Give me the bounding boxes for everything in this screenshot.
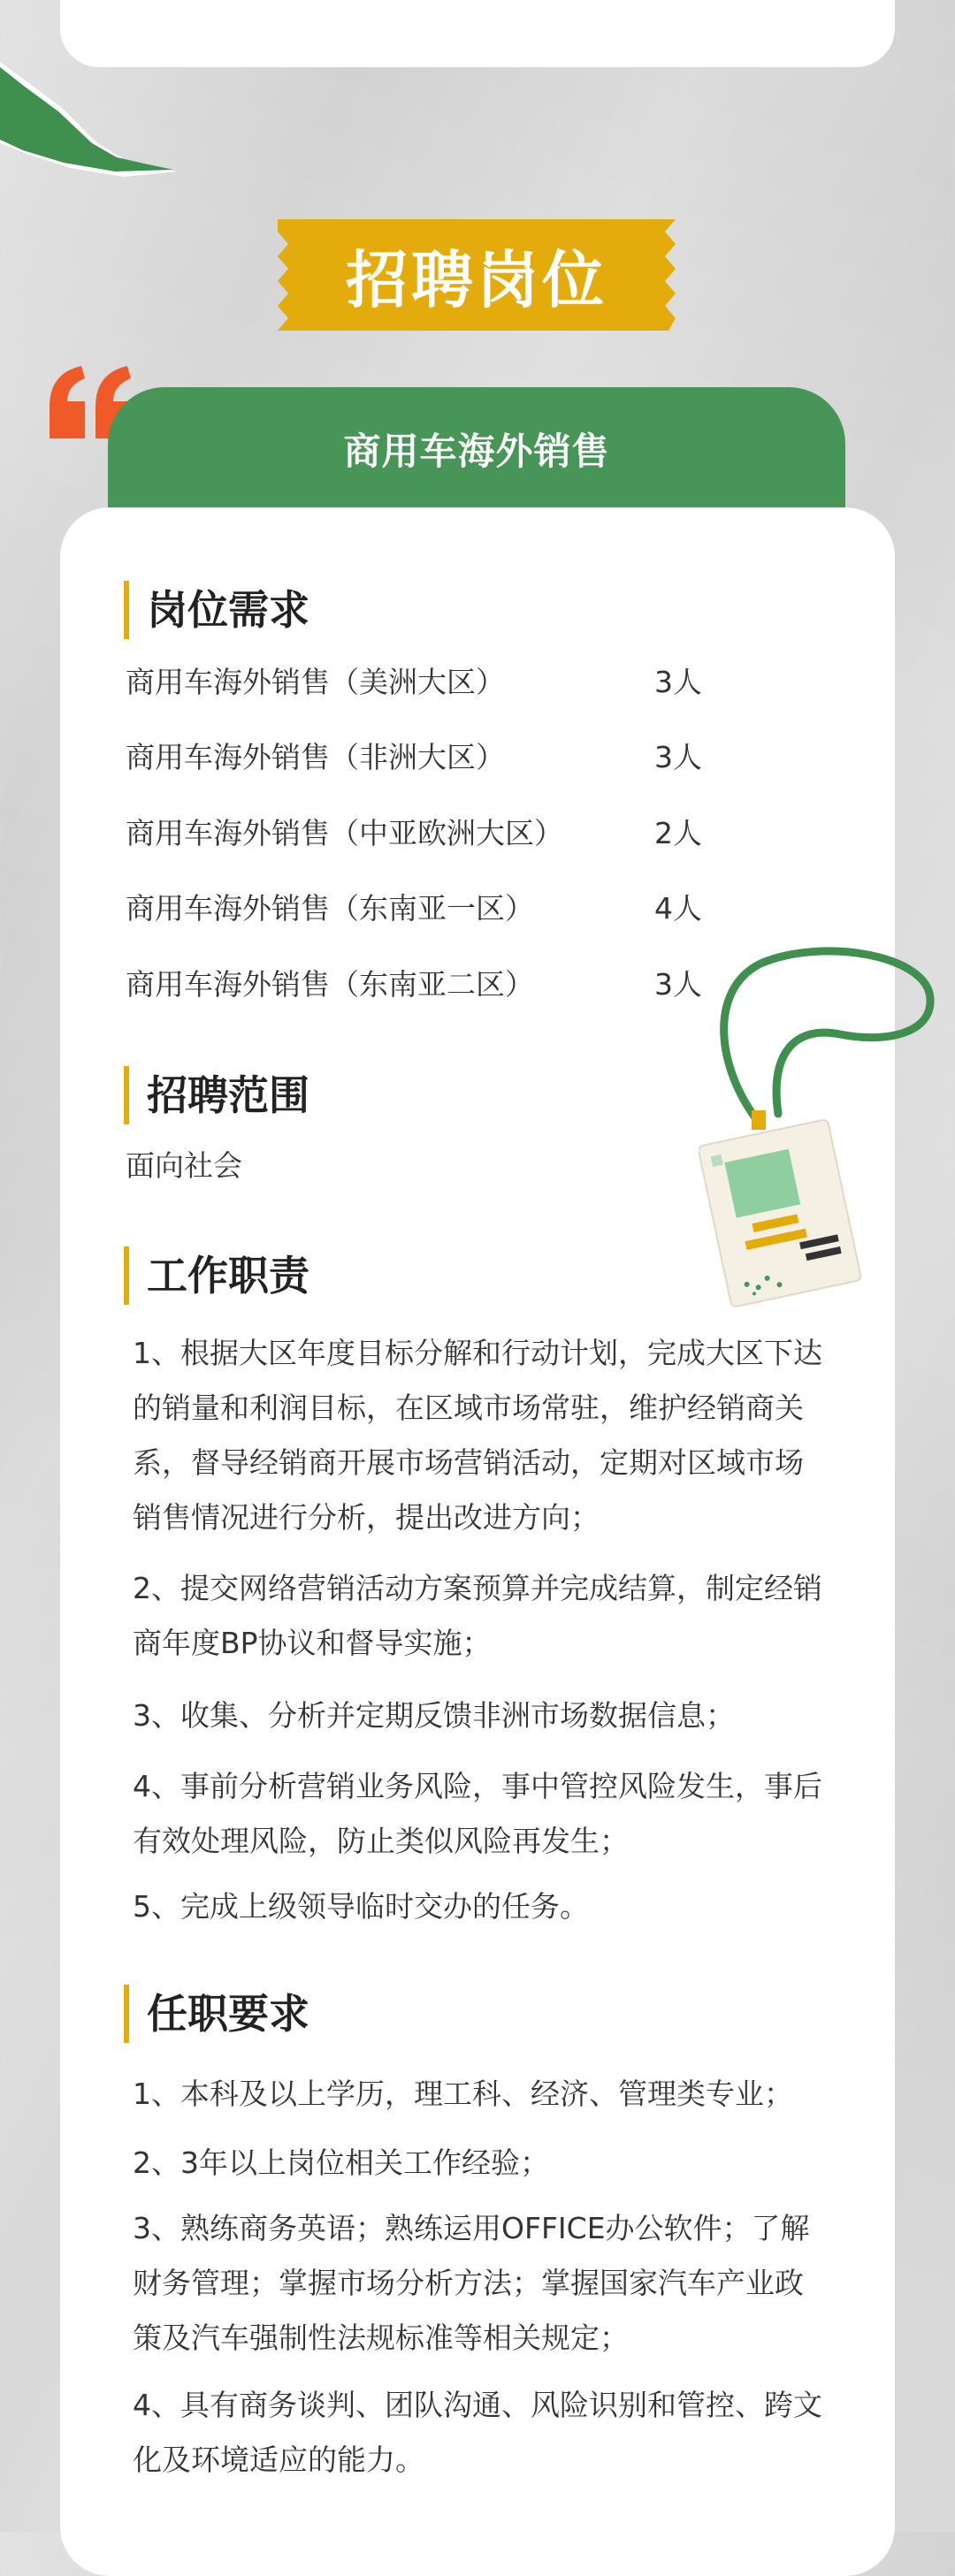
demand-row-name: 商用车海外销售（非洲大区）: [126, 740, 505, 774]
duty-item: 5、完成上级领导临时交办的任务。: [133, 1889, 589, 1924]
demand-row-count: 3人: [654, 740, 702, 774]
demand-row-count: 3人: [654, 967, 702, 1002]
section-heading-demand: 岗位需求: [124, 581, 309, 639]
demand-row-name: 商用车海外销售（东南亚二区）: [126, 967, 534, 1002]
duty-item: 4、事前分析营销业务风险，事中管控风险发生，事后有效处理风险，防止类似风险再发生；: [133, 1769, 822, 1858]
section-heading-requirements: 任职要求: [124, 1985, 309, 2043]
duty-item: 3、收集、分析并定期反馈非洲市场数据信息；: [133, 1698, 735, 1733]
position-tab: [108, 387, 845, 509]
scope-text: 面向社会: [126, 1148, 242, 1183]
requirement-item: 1、本科及以上学历，理工科、经济、管理类专业；: [133, 2077, 793, 2111]
section-heading-scope: 招聘范围: [124, 1066, 309, 1124]
demand-row-name: 商用车海外销售（美洲大区）: [126, 665, 505, 699]
title-banner: [258, 219, 695, 331]
demand-row-name: 商用车海外销售（东南亚一区）: [126, 891, 534, 926]
requirement-item: 3、熟练商务英语；熟练运用OFFICE办公软件；了解财务管理；掌握市场分析方法；掌握国家汽车产业政策及汽车强制性法规标准等相关规定；: [133, 2211, 810, 2355]
duty-item: 1、根据大区年度目标分解和行动计划，完成大区下达的销量和利润目标，在区域市场常驻，维护经销商关系，督导经销商开展市场营销活动，定期对区域市场销售情况进行分析，提出改进方向；: [133, 1336, 822, 1535]
duty-item: 2、提交网络营销活动方案预算并完成结算，制定经销商年度BP协议和督导实施；: [133, 1571, 822, 1660]
demand-row-count: 3人: [654, 665, 702, 699]
demand-row-count: 4人: [654, 891, 702, 926]
demand-row-name: 商用车海外销售（中亚欧洲大区）: [126, 816, 563, 850]
badge-lanyard-icon: [699, 937, 946, 1308]
position-tab-label: 商用车海外销售: [343, 430, 610, 473]
page-title: 招聘岗位: [346, 243, 607, 316]
requirement-item: 4、具有商务谈判、团队沟通、风险识别和管控、跨文化及环境适应的能力。: [133, 2388, 822, 2477]
leaf-decoration: [0, 55, 195, 179]
requirement-item: 2、3年以上岗位相关工作经验；: [133, 2145, 549, 2180]
section-heading-duties: 工作职责: [124, 1246, 309, 1305]
demand-row-count: 2人: [654, 816, 702, 850]
